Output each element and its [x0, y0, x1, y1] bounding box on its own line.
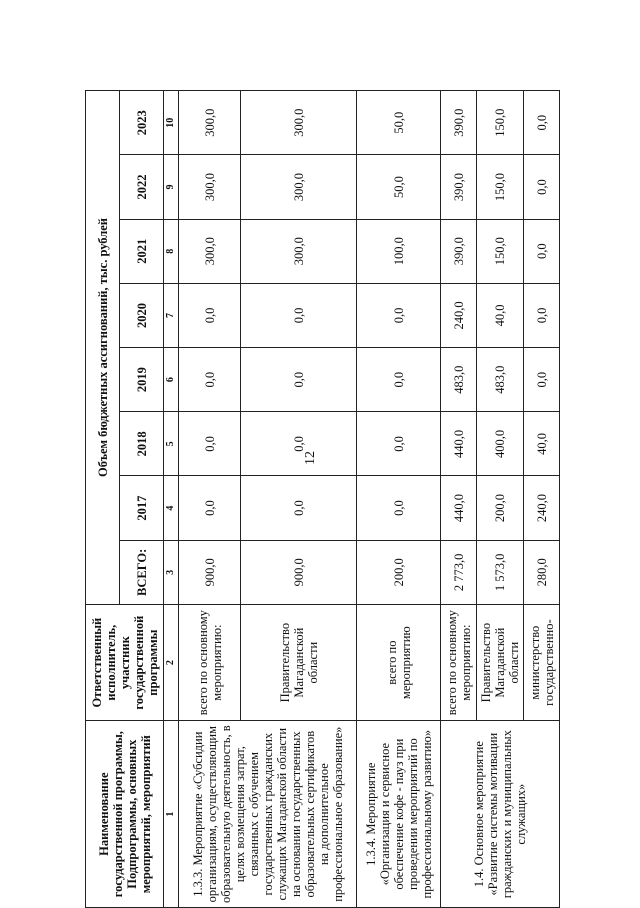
cell-value: 0,0 — [524, 219, 560, 283]
cell-value: 150,0 — [477, 91, 524, 155]
row-executor: Правительство Магаданской области — [241, 604, 357, 720]
cell-value: 0,0 — [357, 283, 441, 347]
cell-total: 2 773,0 — [441, 540, 477, 604]
column-number: 8 — [164, 219, 179, 283]
header-name: Наименование государственной программы, Подпрограммы, основных мероприятий, мероприятий — [86, 721, 164, 908]
cell-value: 300,0 — [179, 91, 241, 155]
cell-value: 483,0 — [441, 348, 477, 412]
row-executor: всего по мероприятию — [357, 604, 441, 720]
cell-value: 0,0 — [357, 476, 441, 540]
cell-value: 0,0 — [179, 476, 241, 540]
row-executor: министерство государственно- — [524, 604, 560, 720]
column-number: 3 — [164, 540, 179, 604]
cell-value: 0,0 — [357, 412, 441, 476]
table-row — [179, 91, 241, 908]
cell-value: 0,0 — [524, 91, 560, 155]
cell-value: 40,0 — [477, 283, 524, 347]
cell-value: 483,0 — [477, 348, 524, 412]
cell-value: 400,0 — [477, 412, 524, 476]
cell-value: 0,0 — [241, 476, 357, 540]
cell-value: 390,0 — [441, 155, 477, 219]
cell-value: 300,0 — [241, 155, 357, 219]
cell-value: 240,0 — [441, 283, 477, 347]
cell-value: 50,0 — [357, 155, 441, 219]
table-row — [441, 91, 477, 908]
header-year: 2020 — [120, 283, 164, 347]
cell-value: 100,0 — [357, 219, 441, 283]
cell-total: 900,0 — [241, 540, 357, 604]
cell-value: 300,0 — [179, 155, 241, 219]
header-budget-group: Объем бюджетных ассигнований, тыс. рублей — [86, 91, 120, 605]
row-name: 1.4. Основное мероприятие «Развитие системы мотивации гражданских и муниципальных служащих» — [441, 721, 560, 908]
header-year: 2019 — [120, 348, 164, 412]
cell-total: 900,0 — [179, 540, 241, 604]
column-number: 10 — [164, 91, 179, 155]
row-executor: всего по основному мероприятию: — [179, 604, 241, 720]
cell-value: 390,0 — [441, 91, 477, 155]
cell-value: 40,0 — [524, 412, 560, 476]
header-year: 2017 — [120, 476, 164, 540]
header-year: 2018 — [120, 412, 164, 476]
cell-value: 50,0 — [357, 91, 441, 155]
column-number: 9 — [164, 155, 179, 219]
cell-value: 300,0 — [241, 91, 357, 155]
table-body — [179, 91, 560, 908]
budget-table — [85, 90, 560, 908]
header-year: 2023 — [120, 91, 164, 155]
cell-value: 0,0 — [524, 283, 560, 347]
cell-total: 200,0 — [357, 540, 441, 604]
table-row — [357, 91, 441, 908]
column-number: 1 — [164, 721, 179, 908]
page-number: 12 — [303, 451, 318, 465]
cell-value: 0,0 — [241, 348, 357, 412]
cell-value: 0,0 — [241, 283, 357, 347]
cell-value: 0,0 — [179, 348, 241, 412]
cell-value: 0,0 — [524, 155, 560, 219]
cell-value: 300,0 — [179, 219, 241, 283]
row-name: 1.3.3. Мероприятие «Субсидии организациям, осуществляющим образовательную деятельность, в целях возмещения затрат, связанных с обучением государственных гражданских служащих Магаданской области на основании государственных образовательных сертификатов на дополнительное профессиональное образование» — [179, 721, 357, 908]
row-executor: Правительство Магаданской области — [477, 604, 524, 720]
rotated-table-container — [85, 90, 556, 908]
cell-value: 440,0 — [441, 412, 477, 476]
cell-value: 200,0 — [477, 476, 524, 540]
row-name: 1.3.4. Мероприятие «Организация и сервисное обеспечение кофе - пауз при проведении мероприятий по профессиональному развитию» — [357, 721, 441, 908]
cell-value: 440,0 — [441, 476, 477, 540]
column-number: 7 — [164, 283, 179, 347]
cell-value: 0,0 — [357, 348, 441, 412]
cell-value: 300,0 — [241, 219, 357, 283]
cell-total: 280,0 — [524, 540, 560, 604]
row-executor: всего по основному мероприятию: — [441, 604, 477, 720]
cell-total: 1 573,0 — [477, 540, 524, 604]
cell-value: 0,0 — [179, 283, 241, 347]
cell-value: 150,0 — [477, 219, 524, 283]
cell-value: 390,0 — [441, 219, 477, 283]
cell-value: 240,0 — [524, 476, 560, 540]
header-total: ВСЕГО: — [120, 540, 164, 604]
cell-value: 0,0 — [241, 412, 357, 476]
column-number: 6 — [164, 348, 179, 412]
header-executor: Ответственный исполнитель, участник государственной программы — [86, 604, 164, 720]
header-year: 2021 — [120, 219, 164, 283]
column-number: 2 — [164, 604, 179, 720]
cell-value: 0,0 — [179, 412, 241, 476]
header-year: 2022 — [120, 155, 164, 219]
column-number: 4 — [164, 476, 179, 540]
cell-value: 0,0 — [524, 348, 560, 412]
cell-value: 150,0 — [477, 155, 524, 219]
column-number: 5 — [164, 412, 179, 476]
